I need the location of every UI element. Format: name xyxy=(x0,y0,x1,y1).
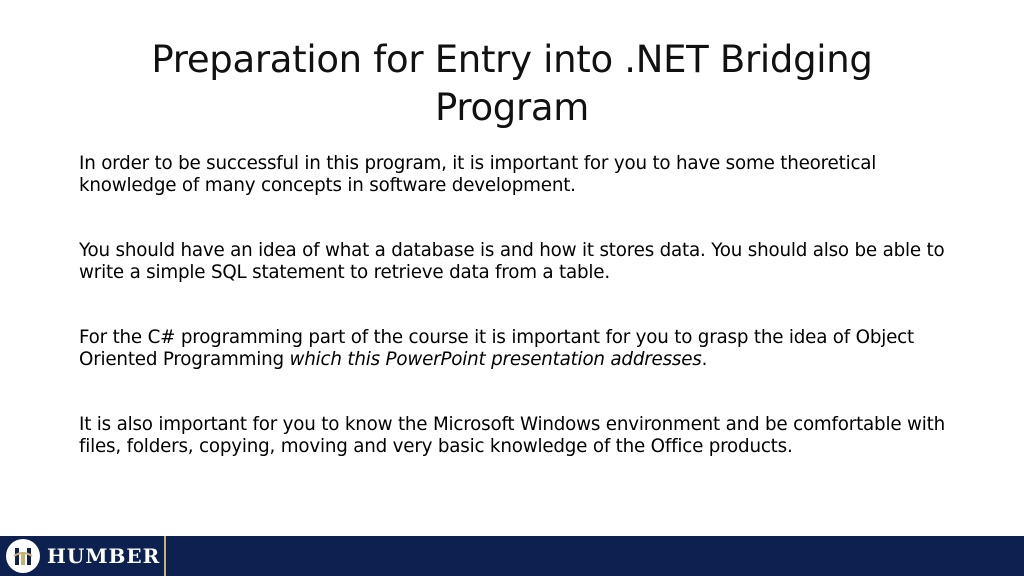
slide-title: Preparation for Entry into .NET Bridging Program xyxy=(151,38,873,129)
paragraph-4: It is also important for you to know the Microsoft Windows environment and be comfortable with files, folders, copying, moving and very basic knowledge of the Office products. xyxy=(79,414,945,457)
paragraph-3-text: For the C# programming part of the course it is important for you to grasp the idea of Object Oriented Programming xyxy=(79,327,914,370)
paragraph-2: You should have an idea of what a database is and how it stores data. You should also be able to write a simple SQL statement to retrieve data from a table. xyxy=(79,240,945,283)
humber-brand-text: HUMBER xyxy=(47,544,161,568)
paragraph-3-end: . xyxy=(701,349,708,370)
footer-bar xyxy=(0,536,1024,576)
paragraph-1: In order to be successful in this program, it is important for you to have some theoretical knowledge of many concepts in software development. xyxy=(79,153,877,196)
paragraph-3-italic: which this PowerPoint presentation addresses xyxy=(289,349,702,370)
humber-logo xyxy=(0,536,166,576)
humber-emblem-icon xyxy=(6,539,40,573)
paragraph-3 xyxy=(79,327,949,371)
slide-body xyxy=(79,153,949,501)
